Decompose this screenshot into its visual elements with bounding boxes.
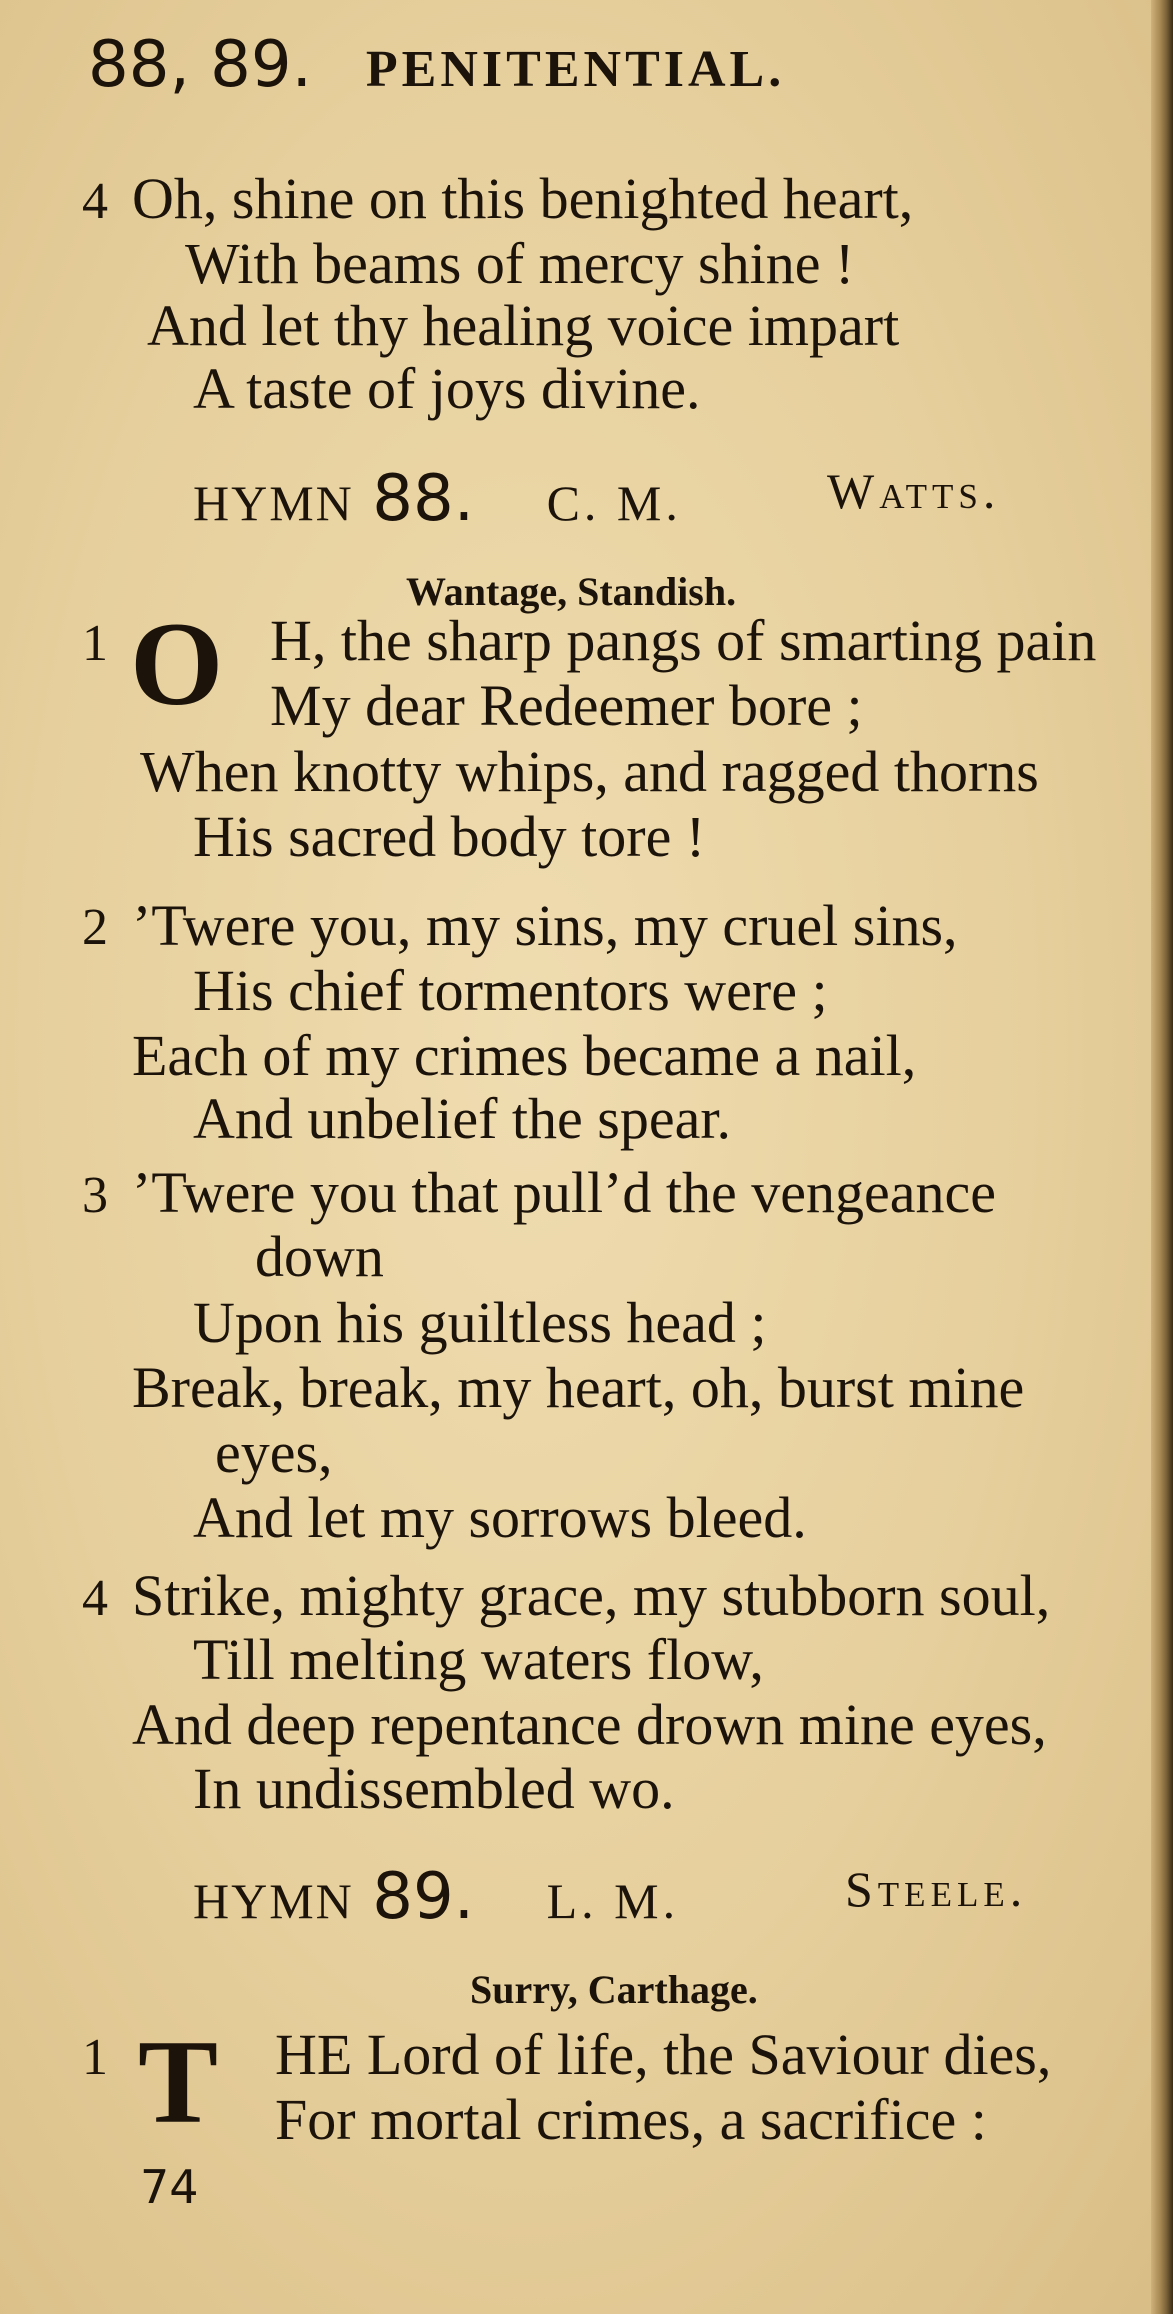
verse-number: 4 xyxy=(82,1570,108,1627)
hymn-number: 88. xyxy=(372,462,475,536)
verse-number: 1 xyxy=(82,2029,108,2086)
hymn-number: 89. xyxy=(372,1860,475,1934)
verse-line: HE Lord of life, the Saviour dies, xyxy=(275,2022,1052,2087)
verse-number: 1 xyxy=(82,615,108,672)
verse-line: In undissembled wo. xyxy=(193,1756,675,1821)
verse-line: And deep repentance drown mine eyes, xyxy=(132,1692,1047,1757)
verse-line: H, the sharp pangs of smarting pain xyxy=(270,608,1097,673)
verse-line: For mortal crimes, a sacrifice : xyxy=(275,2087,987,2152)
drop-cap: T xyxy=(138,2015,219,2148)
hymn-meter: L. M. xyxy=(546,1873,680,1929)
verse-line: His sacred body tore ! xyxy=(193,804,706,869)
verse-line: A taste of joys divine. xyxy=(193,356,701,421)
verse-line: Break, break, my heart, oh, burst mine xyxy=(132,1355,1025,1420)
hymn-meter: C. M. xyxy=(546,475,682,531)
drop-cap: O xyxy=(130,597,224,730)
verse-line: Upon his guiltless head ; xyxy=(193,1290,767,1355)
verse-line: When knotty whips, and ragged thorns xyxy=(140,739,1039,804)
verse-line: His chief tormentors were ; xyxy=(193,958,828,1023)
page-number: 74 xyxy=(140,2160,199,2214)
verse-line: down xyxy=(255,1224,384,1289)
verse-line: Oh, shine on this benighted heart, xyxy=(132,166,914,231)
verse-number: 2 xyxy=(82,899,108,956)
verse-number: 4 xyxy=(82,173,108,230)
verse-line: ’Twere you, my sins, my cruel sins, xyxy=(132,893,958,958)
page-edge-shadow xyxy=(1151,0,1173,2314)
verse-line: And let thy healing voice impart xyxy=(147,293,900,358)
verse-line: With beams of mercy shine ! xyxy=(185,231,855,296)
hymn-tunes: Wantage, Standish. xyxy=(406,569,737,614)
hymn-tunes: Surry, Carthage. xyxy=(470,1967,758,2012)
verse-line: And let my sorrows bleed. xyxy=(193,1485,807,1550)
header-hymn-numbers: 88, 89. xyxy=(88,28,312,102)
hymn-author: Watts. xyxy=(827,463,1001,519)
hymn-label: HYMN xyxy=(193,1873,354,1929)
hymn-88-heading xyxy=(193,462,1073,536)
verse-line: eyes, xyxy=(215,1420,333,1485)
header-section-title: PENITENTIAL. xyxy=(365,41,786,98)
verse-line: My dear Redeemer bore ; xyxy=(270,673,863,738)
verse-line: Each of my crimes became a nail, xyxy=(132,1023,917,1088)
verse-line: And unbelief the spear. xyxy=(193,1086,731,1151)
hymn-author: Steele. xyxy=(845,1861,1028,1917)
verse-line: ’Twere you that pull’d the vengeance xyxy=(132,1160,996,1225)
hymn-label: HYMN xyxy=(193,475,354,531)
verse-line: Till melting waters flow, xyxy=(193,1627,764,1692)
hymn-89-heading xyxy=(193,1860,1073,1934)
verse-number: 3 xyxy=(82,1167,108,1224)
verse-line: Strike, mighty grace, my stubborn soul, xyxy=(132,1563,1051,1628)
page-header xyxy=(88,28,785,102)
